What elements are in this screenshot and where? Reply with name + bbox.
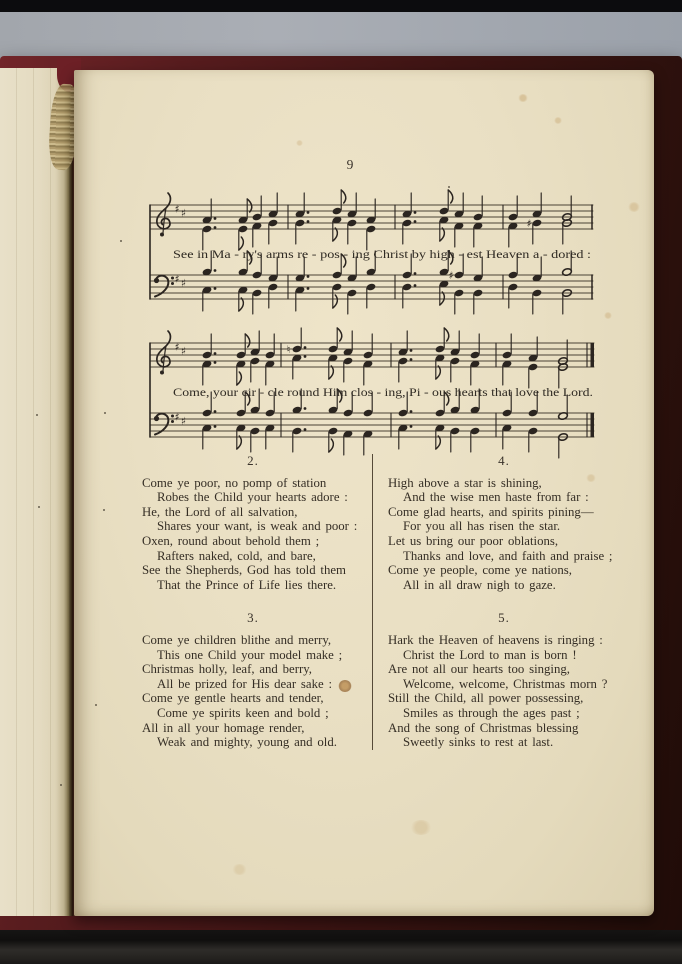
verse-line: That the Prince of Life lies there.: [157, 577, 337, 592]
verse-number: 3.: [247, 610, 259, 626]
verse-line: Let us bring our poor oblations,: [388, 533, 559, 548]
verse-line: Come ye gentle hearts and tender,: [142, 691, 324, 706]
verse-line: Sweetly sinks to rest at last.: [403, 735, 554, 750]
verse-line: And the song of Christmas blessing: [388, 720, 579, 735]
lyric-line-1: See in Ma - ry's arms re - pos - ing Christ by high - est Heaven a - dored :: [173, 247, 591, 261]
verse-line: Thanks and love, and faith and praise ;: [403, 548, 613, 563]
verse-4: [388, 454, 620, 592]
verse-line: Rafters naked, cold, and bare,: [157, 548, 316, 563]
verse-line: Welcome, welcome, Christmas morn ?: [403, 676, 608, 691]
page-number: 9: [346, 157, 355, 172]
svg-text:♯: ♯: [181, 277, 187, 290]
verse-line: All in all draw nigh to gaze.: [403, 577, 556, 592]
treble-clef-icon: [157, 193, 171, 237]
verse-column-left: [142, 454, 373, 750]
verse-line: Shares your want, is weak and poor :: [157, 519, 358, 534]
svg-text:♯: ♯: [174, 203, 180, 216]
lyric-line-2: Come, your cir - cle round Him clos - ing, Pi - ous hearts that love the Lord.: [173, 385, 593, 399]
music-system-1: [147, 185, 599, 325]
verse-line: Robes the Child your hearts adore :: [157, 490, 348, 505]
verse-line: Weak and mighty, young and old.: [157, 735, 337, 750]
verse-column-right: [373, 454, 620, 750]
verse-3: [142, 611, 364, 749]
verses-section: [142, 454, 620, 750]
svg-text:♯: ♯: [174, 341, 180, 354]
svg-text:♯: ♯: [174, 273, 180, 286]
svg-text:♯: ♯: [181, 415, 187, 428]
verse-line: And the wise men haste from far :: [403, 490, 589, 505]
svg-text:♯: ♯: [448, 270, 454, 282]
verse-line: Come ye poor, no pomp of station: [142, 475, 327, 490]
verse-line: Christ the Lord to man is born !: [403, 647, 577, 662]
svg-text:♯: ♯: [181, 345, 187, 358]
verse-number: 2.: [247, 453, 259, 468]
verse-line: Come ye people, come ye nations,: [388, 563, 572, 578]
verse-line: Come ye children blithe and merry,: [142, 632, 332, 647]
book-page: [74, 70, 654, 916]
treble-clef-icon: [157, 331, 171, 375]
verse-5: [388, 611, 620, 749]
verse-line: See the Shepherds, God has told them: [142, 563, 347, 578]
svg-text:♯: ♯: [181, 207, 187, 220]
photo-background-bottom: [0, 930, 682, 964]
facing-page-edges: [0, 68, 71, 916]
verse-line: Are not all our hearts too singing,: [388, 662, 570, 677]
verse-number: 5.: [498, 610, 510, 626]
svg-text:♯: ♯: [526, 218, 532, 230]
verse-line: For you all has risen the star.: [403, 519, 561, 534]
verse-line: Christmas holly, leaf, and berry,: [142, 662, 312, 677]
verse-line: Come glad hearts, and spirits pining—: [388, 504, 594, 519]
svg-text:♯: ♯: [174, 411, 180, 424]
verse-line: Still the Child, all power possessing,: [388, 691, 584, 706]
verse-line: This one Child your model make ;: [157, 647, 343, 662]
verse-line: Hark the Heaven of heavens is ringing :: [388, 632, 603, 647]
verse-line: All be prized for His dear sake :: [157, 676, 333, 691]
verse-line: Come ye spirits keen and bold ;: [157, 705, 329, 720]
svg-text:♮: ♮: [286, 344, 291, 356]
verse-line: Smiles as through the ages past ;: [403, 705, 580, 720]
verse-line: Oxen, round about behold them ;: [142, 533, 320, 548]
verse-line: All in all your homage render,: [142, 720, 305, 735]
verse-2: [142, 454, 364, 592]
verse-number: 4.: [498, 453, 510, 468]
music-system-2: [147, 323, 599, 463]
verse-line: High above a star is shining,: [388, 475, 542, 490]
verse-line: He, the Lord of all salvation,: [142, 504, 298, 519]
photo-background-top: [0, 0, 682, 12]
photo-background: [0, 12, 682, 60]
